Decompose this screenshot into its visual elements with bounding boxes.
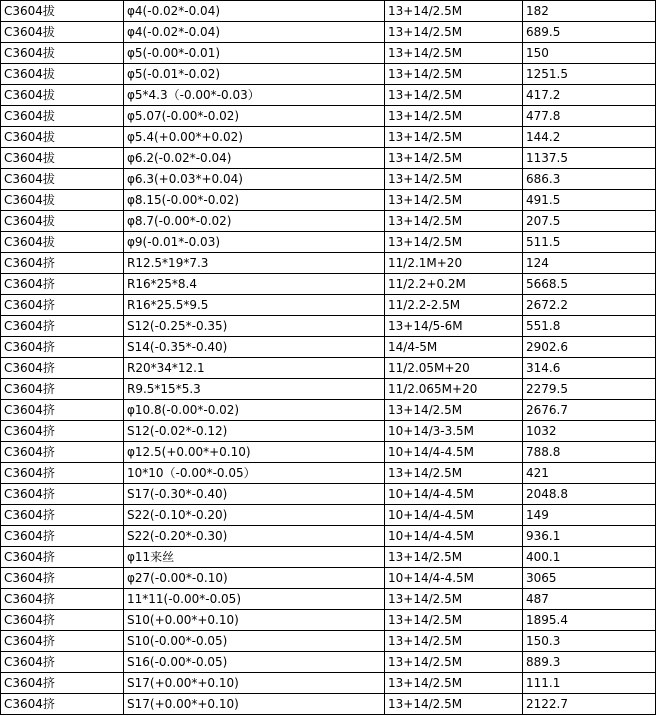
quantity-cell[interactable]: 551.8 (523, 316, 656, 337)
quantity-cell[interactable]: 1251.5 (523, 64, 656, 85)
quantity-cell[interactable]: 182 (523, 1, 656, 22)
size-cell[interactable]: 13+14/2.5M (385, 43, 523, 64)
material-cell[interactable]: C3604拔 (1, 1, 124, 22)
spec-cell[interactable]: S10(+0.00*+0.10) (124, 610, 385, 631)
material-cell[interactable]: C3604拔 (1, 211, 124, 232)
spec-cell[interactable]: φ10.8(-0.00*-0.02) (124, 400, 385, 421)
table-row (1, 505, 656, 526)
quantity-cell[interactable]: 936.1 (523, 526, 656, 547)
size-cell[interactable]: 13+14/2.5M (385, 673, 523, 694)
quantity-cell[interactable]: 400.1 (523, 547, 656, 568)
spec-cell[interactable]: φ6.3(+0.03*+0.04) (124, 169, 385, 190)
table-row (1, 379, 656, 400)
size-cell[interactable]: 10+14/4-4.5M (385, 442, 523, 463)
spec-cell[interactable]: S17(+0.00*+0.10) (124, 694, 385, 715)
spec-cell[interactable]: R16*25.5*9.5 (124, 295, 385, 316)
table-row (1, 673, 656, 694)
size-cell[interactable]: 11/2.2+0.2M (385, 274, 523, 295)
table-row (1, 631, 656, 652)
spec-cell[interactable]: φ8.7(-0.00*-0.02) (124, 211, 385, 232)
spec-cell[interactable]: φ5(-0.01*-0.02) (124, 64, 385, 85)
size-cell[interactable]: 14/4-5M (385, 337, 523, 358)
spec-cell[interactable]: φ27(-0.00*-0.10) (124, 568, 385, 589)
quantity-cell[interactable]: 889.3 (523, 652, 656, 673)
size-cell[interactable]: 13+14/2.5M (385, 106, 523, 127)
material-cell[interactable]: C3604挤 (1, 484, 124, 505)
spec-cell[interactable]: φ9(-0.01*-0.03) (124, 232, 385, 253)
size-cell[interactable]: 10+14/4-4.5M (385, 484, 523, 505)
material-cell[interactable]: C3604拔 (1, 169, 124, 190)
size-cell[interactable]: 11/2.2-2.5M (385, 295, 523, 316)
size-cell[interactable]: 13+14/2.5M (385, 547, 523, 568)
size-cell[interactable]: 13+14/2.5M (385, 190, 523, 211)
spec-cell[interactable]: φ5*4.3（-0.00*-0.03） (124, 85, 385, 106)
quantity-cell[interactable]: 491.5 (523, 190, 656, 211)
material-cell[interactable]: C3604挤 (1, 316, 124, 337)
size-cell[interactable]: 13+14/2.5M (385, 64, 523, 85)
material-cell[interactable]: C3604挤 (1, 547, 124, 568)
quantity-cell[interactable]: 124 (523, 253, 656, 274)
material-cell[interactable]: C3604拔 (1, 22, 124, 43)
spec-cell[interactable]: S22(-0.10*-0.20) (124, 505, 385, 526)
quantity-cell[interactable]: 2048.8 (523, 484, 656, 505)
quantity-cell[interactable]: 1137.5 (523, 148, 656, 169)
material-cell[interactable]: C3604拔 (1, 43, 124, 64)
size-cell[interactable]: 13+14/2.5M (385, 652, 523, 673)
spec-cell[interactable]: φ5(-0.00*-0.01) (124, 43, 385, 64)
material-cell[interactable]: C3604挤 (1, 568, 124, 589)
quantity-cell[interactable]: 314.6 (523, 358, 656, 379)
quantity-cell[interactable]: 207.5 (523, 211, 656, 232)
table-row (1, 463, 656, 484)
size-cell[interactable]: 13+14/2.5M (385, 22, 523, 43)
quantity-cell[interactable]: 689.5 (523, 22, 656, 43)
material-cell[interactable]: C3604拔 (1, 64, 124, 85)
table-row (1, 589, 656, 610)
material-cell[interactable]: C3604拔 (1, 127, 124, 148)
material-cell[interactable]: C3604挤 (1, 337, 124, 358)
size-cell[interactable]: 13+14/2.5M (385, 85, 523, 106)
size-cell[interactable]: 13+14/2.5M (385, 610, 523, 631)
table-row (1, 232, 656, 253)
material-cell[interactable]: C3604拔 (1, 232, 124, 253)
material-cell[interactable]: C3604挤 (1, 253, 124, 274)
material-cell[interactable]: C3604挤 (1, 589, 124, 610)
table-row (1, 358, 656, 379)
material-cell[interactable]: C3604挤 (1, 610, 124, 631)
material-cell[interactable]: C3604挤 (1, 631, 124, 652)
quantity-cell[interactable]: 1895.4 (523, 610, 656, 631)
quantity-cell[interactable]: 111.1 (523, 673, 656, 694)
material-cell[interactable]: C3604挤 (1, 442, 124, 463)
spec-cell[interactable]: S22(-0.20*-0.30) (124, 526, 385, 547)
table-row (1, 274, 656, 295)
size-cell[interactable]: 13+14/2.5M (385, 148, 523, 169)
size-cell[interactable]: 10+14/4-4.5M (385, 568, 523, 589)
spec-cell[interactable]: φ8.15(-0.00*-0.02) (124, 190, 385, 211)
table-row (1, 22, 656, 43)
material-cell[interactable]: C3604挤 (1, 694, 124, 715)
table-row (1, 484, 656, 505)
spec-cell[interactable]: φ6.2(-0.02*-0.04) (124, 148, 385, 169)
size-cell[interactable]: 11/2.05M+20 (385, 358, 523, 379)
quantity-cell[interactable]: 1032 (523, 421, 656, 442)
table-row (1, 337, 656, 358)
material-cell[interactable]: C3604挤 (1, 379, 124, 400)
spec-cell[interactable]: φ5.07(-0.00*-0.02) (124, 106, 385, 127)
spec-cell[interactable]: 11*11(-0.00*-0.05) (124, 589, 385, 610)
table-row (1, 442, 656, 463)
table-row (1, 295, 656, 316)
material-cell[interactable]: C3604挤 (1, 358, 124, 379)
material-cell[interactable]: C3604挤 (1, 421, 124, 442)
spec-cell[interactable]: S16(-0.00*-0.05) (124, 652, 385, 673)
table-row (1, 64, 656, 85)
quantity-cell[interactable]: 421 (523, 463, 656, 484)
table-row (1, 421, 656, 442)
material-cell[interactable]: C3604拔 (1, 190, 124, 211)
quantity-cell[interactable]: 686.3 (523, 169, 656, 190)
table-row (1, 652, 656, 673)
size-cell[interactable]: 13+14/2.5M (385, 631, 523, 652)
quantity-cell[interactable]: 2676.7 (523, 400, 656, 421)
table-body (1, 1, 656, 715)
size-cell[interactable]: 13+14/2.5M (385, 400, 523, 421)
table-row (1, 43, 656, 64)
material-cell[interactable]: C3604挤 (1, 505, 124, 526)
spec-cell[interactable]: R16*25*8.4 (124, 274, 385, 295)
spec-cell[interactable]: S14(-0.35*-0.40) (124, 337, 385, 358)
spec-cell[interactable]: φ4(-0.02*-0.04) (124, 1, 385, 22)
material-cell[interactable]: C3604拔 (1, 106, 124, 127)
size-cell[interactable]: 10+14/4-4.5M (385, 505, 523, 526)
material-cell[interactable]: C3604拔 (1, 148, 124, 169)
spec-cell[interactable]: φ4(-0.02*-0.04) (124, 22, 385, 43)
size-cell[interactable]: 11/2.065M+20 (385, 379, 523, 400)
quantity-cell[interactable]: 150.3 (523, 631, 656, 652)
table-row (1, 316, 656, 337)
material-cell[interactable]: C3604挤 (1, 652, 124, 673)
size-cell[interactable]: 13+14/2.5M (385, 169, 523, 190)
size-cell[interactable]: 13+14/2.5M (385, 232, 523, 253)
table-row (1, 400, 656, 421)
spec-cell[interactable]: φ5.4(+0.00*+0.02) (124, 127, 385, 148)
quantity-cell[interactable]: 3065 (523, 568, 656, 589)
quantity-cell[interactable]: 2902.6 (523, 337, 656, 358)
spec-cell[interactable]: φ12.5(+0.00*+0.10) (124, 442, 385, 463)
table-row (1, 148, 656, 169)
size-cell[interactable]: 13+14/2.5M (385, 589, 523, 610)
size-cell[interactable]: 10+14/3-3.5M (385, 421, 523, 442)
table-row (1, 694, 656, 715)
size-cell[interactable]: 13+14/2.5M (385, 1, 523, 22)
material-cell[interactable]: C3604挤 (1, 526, 124, 547)
quantity-cell[interactable]: 144.2 (523, 127, 656, 148)
spec-cell[interactable]: R12.5*19*7.3 (124, 253, 385, 274)
size-cell[interactable]: 13+14/2.5M (385, 463, 523, 484)
quantity-cell[interactable]: 487 (523, 589, 656, 610)
quantity-cell[interactable]: 477.8 (523, 106, 656, 127)
quantity-cell[interactable]: 2672.2 (523, 295, 656, 316)
table-row (1, 211, 656, 232)
quantity-cell[interactable]: 5668.5 (523, 274, 656, 295)
size-cell[interactable]: 13+14/2.5M (385, 694, 523, 715)
table-row (1, 127, 656, 148)
table-row (1, 253, 656, 274)
quantity-cell[interactable]: 2122.7 (523, 694, 656, 715)
spec-cell[interactable]: S17(-0.30*-0.40) (124, 484, 385, 505)
table-row (1, 190, 656, 211)
table-row (1, 610, 656, 631)
table-row (1, 568, 656, 589)
spec-cell[interactable]: S17(+0.00*+0.10) (124, 673, 385, 694)
spec-cell[interactable]: 10*10（-0.00*-0.05） (124, 463, 385, 484)
spec-cell[interactable]: S10(-0.00*-0.05) (124, 631, 385, 652)
size-cell[interactable]: 10+14/4-4.5M (385, 526, 523, 547)
material-cell[interactable]: C3604挤 (1, 463, 124, 484)
spec-cell[interactable]: R9.5*15*5.3 (124, 379, 385, 400)
material-cell[interactable]: C3604挤 (1, 295, 124, 316)
size-cell[interactable]: 13+14/2.5M (385, 127, 523, 148)
table-row (1, 526, 656, 547)
spec-cell[interactable]: S12(-0.02*-0.12) (124, 421, 385, 442)
material-cell[interactable]: C3604挤 (1, 274, 124, 295)
material-cell[interactable]: C3604挤 (1, 400, 124, 421)
spec-cell[interactable]: φ11来丝 (124, 547, 385, 568)
quantity-cell[interactable]: 2279.5 (523, 379, 656, 400)
material-cell[interactable]: C3604拔 (1, 85, 124, 106)
size-cell[interactable]: 11/2.1M+20 (385, 253, 523, 274)
spec-cell[interactable]: S12(-0.25*-0.35) (124, 316, 385, 337)
table-row (1, 106, 656, 127)
quantity-cell[interactable]: 149 (523, 505, 656, 526)
spec-cell[interactable]: R20*34*12.1 (124, 358, 385, 379)
size-cell[interactable]: 13+14/2.5M (385, 211, 523, 232)
quantity-cell[interactable]: 417.2 (523, 85, 656, 106)
size-cell[interactable]: 13+14/5-6M (385, 316, 523, 337)
quantity-cell[interactable]: 788.8 (523, 442, 656, 463)
quantity-cell[interactable]: 150 (523, 43, 656, 64)
table-row (1, 547, 656, 568)
material-cell[interactable]: C3604挤 (1, 673, 124, 694)
table-row (1, 169, 656, 190)
quantity-cell[interactable]: 511.5 (523, 232, 656, 253)
table-row (1, 85, 656, 106)
table-row (1, 1, 656, 22)
